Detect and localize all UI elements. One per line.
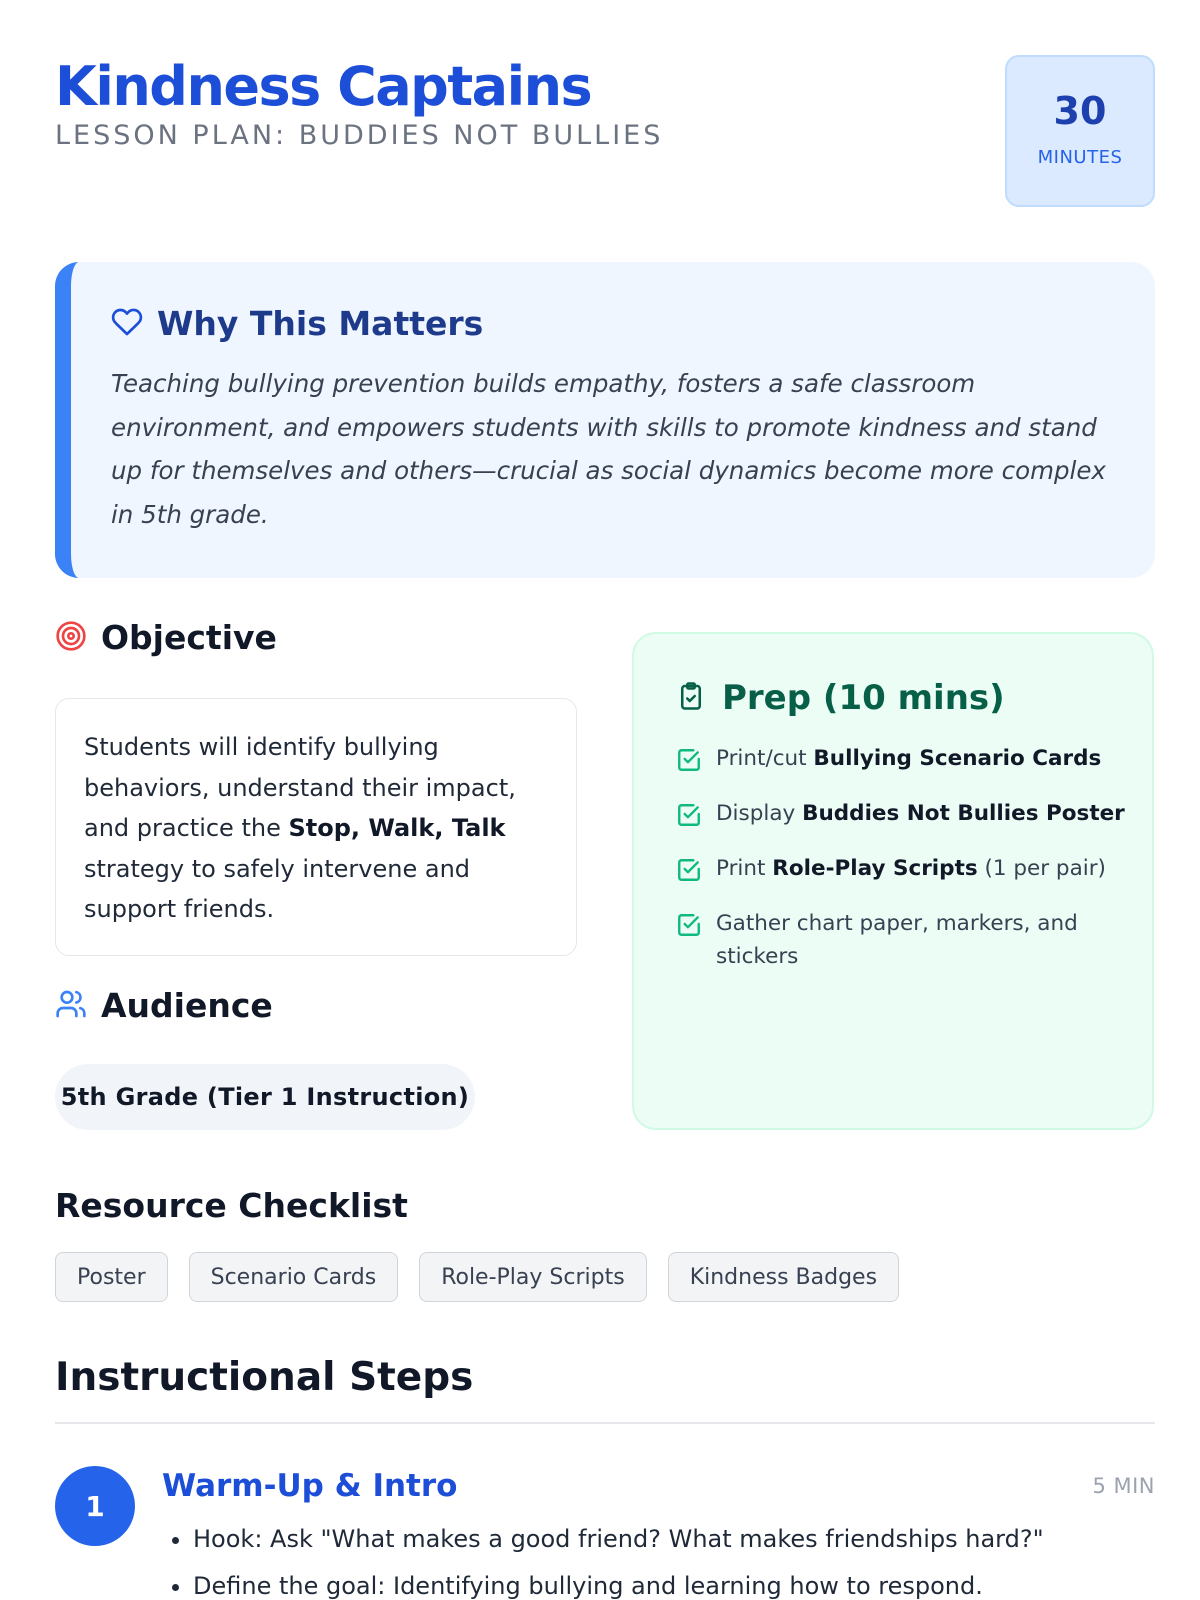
resource-chip-kindness-badges[interactable]: Kindness Badges <box>668 1252 899 1302</box>
prep-item <box>676 797 1126 838</box>
checkbox-checked-icon <box>676 747 702 783</box>
step-bullet: • Define the goal: Identifying bullying and learning how to respond. <box>193 1563 1143 1600</box>
prep-item <box>676 907 1126 973</box>
why-heading <box>111 304 483 343</box>
objective-text-end: strategy to safely intervene and support friends. <box>84 854 471 923</box>
prep-heading <box>676 678 1005 718</box>
audience-heading <box>55 986 273 1025</box>
duration-badge <box>1005 55 1155 207</box>
checkbox-checked-icon <box>676 912 702 948</box>
heart-icon <box>111 306 143 342</box>
prep-item-text: Print Role-Play Scripts (1 per pair) <box>716 856 1106 881</box>
objective-box <box>55 698 577 956</box>
prep-title: Prep (10 mins) <box>722 678 1005 718</box>
objective-heading <box>55 618 277 657</box>
audience-title: Audience <box>101 986 273 1025</box>
users-icon <box>55 988 87 1024</box>
lesson-subtitle: LESSON PLAN: BUDDIES NOT BULLIES <box>55 120 664 151</box>
objective-text-start: Students will identify bullying behaviors, understand their impact, and practice the <box>84 733 516 842</box>
section-divider <box>55 1422 1155 1424</box>
prep-item <box>676 852 1126 893</box>
prep-card <box>632 632 1154 1130</box>
resource-checklist-title: Resource Checklist <box>55 1186 408 1225</box>
step-duration: 5 MIN <box>1092 1474 1155 1498</box>
resource-chip-scenario-cards[interactable]: Scenario Cards <box>189 1252 399 1302</box>
prep-item-text: Display Buddies Not Bullies Poster <box>716 801 1125 826</box>
clipboard-check-icon <box>676 679 706 717</box>
duration-unit: MINUTES <box>1037 147 1123 168</box>
objective-strategy: Stop, Walk, Talk <box>288 814 506 842</box>
step-number-badge: 1 <box>55 1466 135 1546</box>
lesson-header <box>55 52 1155 212</box>
why-body-text: Teaching bullying prevention builds empathy, fosters a safe classroom environment, and empowers students with skills to promote kindness and stand up for themselves and others—crucial as social dynamics become more complex in 5th grade. <box>111 369 1106 529</box>
step-title: Warm-Up & Intro <box>162 1468 458 1504</box>
instructional-steps-title: Instructional Steps <box>55 1355 474 1400</box>
resource-chip-poster[interactable]: Poster <box>55 1252 168 1302</box>
prep-item <box>676 742 1126 783</box>
step-bullet: • Hook: Ask "What makes a good friend? What makes friendships hard?" <box>193 1516 1143 1563</box>
checkbox-checked-icon <box>676 857 702 893</box>
step-item <box>55 1466 1155 1600</box>
audience-pill: 5th Grade (Tier 1 Instruction) <box>55 1064 475 1130</box>
resource-chips <box>55 1252 920 1302</box>
prep-item-text: Gather chart paper, markers, and stickers <box>716 911 1078 969</box>
resource-chip-role-play-scripts[interactable]: Role-Play Scripts <box>419 1252 647 1302</box>
prep-list <box>676 742 1126 987</box>
step-bullets <box>193 1516 1143 1600</box>
prep-item-text: Print/cut Bullying Scenario Cards <box>716 746 1102 771</box>
why-title: Why This Matters <box>157 304 484 343</box>
checkbox-checked-icon <box>676 802 702 838</box>
objective-title: Objective <box>101 618 277 657</box>
page-title: Kindness Captains <box>55 55 592 118</box>
duration-value: 30 <box>1053 89 1107 133</box>
why-this-matters-card <box>55 262 1155 578</box>
target-icon <box>55 620 87 656</box>
